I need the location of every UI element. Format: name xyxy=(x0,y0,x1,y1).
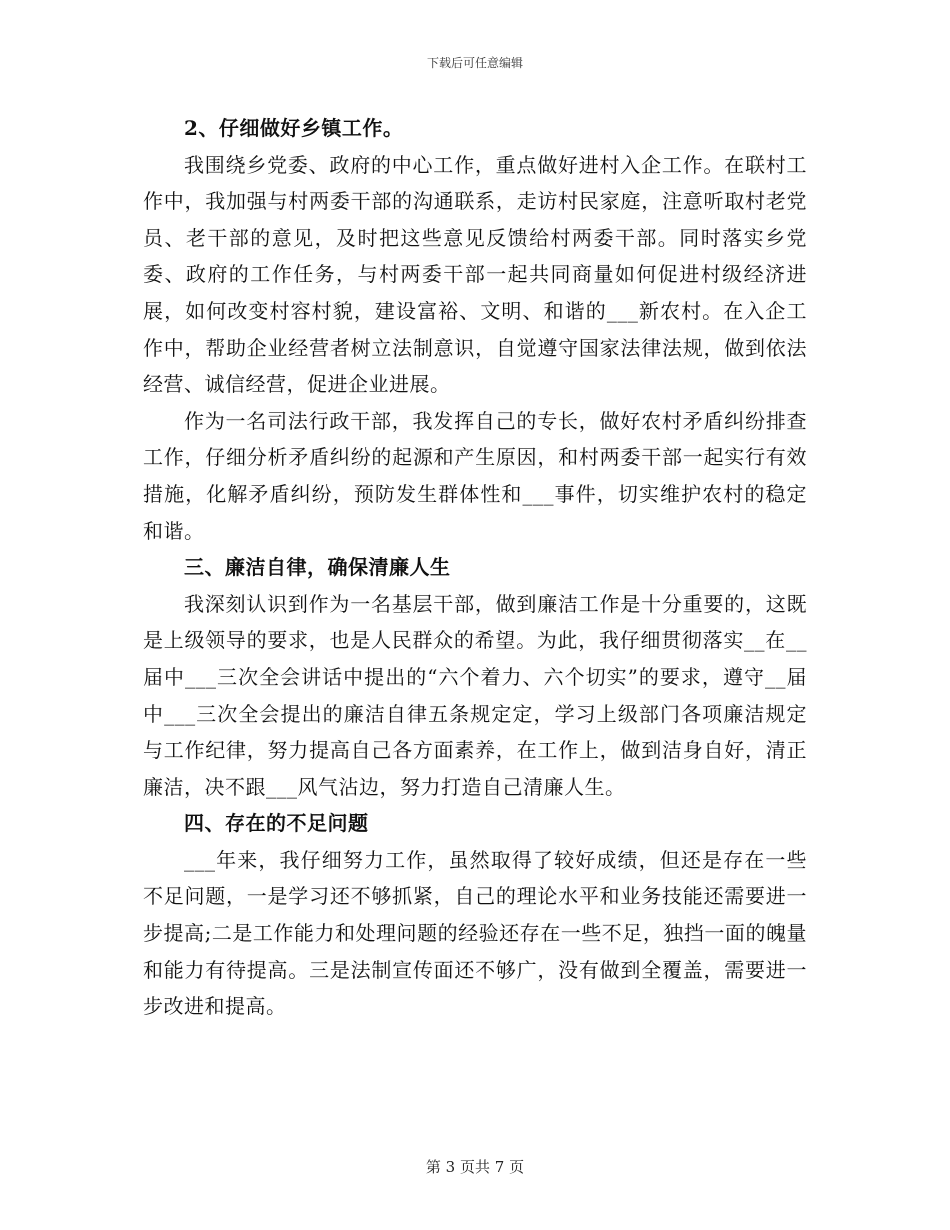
paragraph: 我深刻认识到作为一名基层干部，做到廉洁工作是十分重要的，这既是上级领导的要求，也是人民群众的希望。为此，我仔细贯彻落实__在__届中___三次全会讲话中提出的“六个着力、六个切实”的要求，遵守__届中___三次全会提出的廉洁自律五条规定定，学习上级部门各项廉洁规定与工作纪律，努力提高自己各方面素养，在工作上，做到洁身自好，清正廉洁，决不跟___风气沾边，努力打造自己清廉人生。 xyxy=(143,591,807,799)
paragraph: 作为一名司法行政干部，我发挥自己的专长，做好农村矛盾纠纷排查工作，仔细分析矛盾纠纷的起源和产生原因，和村两委干部一起实行有效措施，化解矛盾纠纷，预防发生群体性和___事件，切实维护农村的稳定和谐。 xyxy=(143,408,807,543)
section-heading: 2、仔细做好乡镇工作。 xyxy=(184,116,404,140)
page-header: 下载后可任意编辑 xyxy=(426,56,523,70)
section-heading: 三、廉洁自律，确保清廉人生 xyxy=(184,555,451,580)
section-heading: 四、存在的不足问题 xyxy=(184,811,369,836)
document-body xyxy=(143,110,807,1025)
paragraph: ___年来，我仔细努力工作，虽然取得了较好成绩，但还是存在一些不足问题，一是学习还不够抓紧，自己的理论水平和业务技能还需要进一步提高;二是工作能力和处理问题的经验还存在一些不足，独挡一面的魄量和能力有待提高。三是法制宣传面还不够广，没有做到全覆盖，需要进一步改进和提高。 xyxy=(143,847,807,1019)
paragraph: 我围绕乡党委、政府的中心工作，重点做好进村入企工作。在联村工作中，我加强与村两委干部的沟通联系，走访村民家庭，注意听取村老党员、老干部的意见，及时把这些意见反馈给村两委干部。同时落实乡党委、政府的工作任务，与村两委干部一起共同商量如何促进村级经济进展，如何改变村容村貌，建设富裕、文明、和谐的___新农村。在入企工作中，帮助企业经营者树立法制意识，自觉遵守国家法律法规，做到依法经营、诚信经营，促进企业进展。 xyxy=(143,152,807,397)
page-footer: 第 3 页共 7 页 xyxy=(425,1158,525,1176)
